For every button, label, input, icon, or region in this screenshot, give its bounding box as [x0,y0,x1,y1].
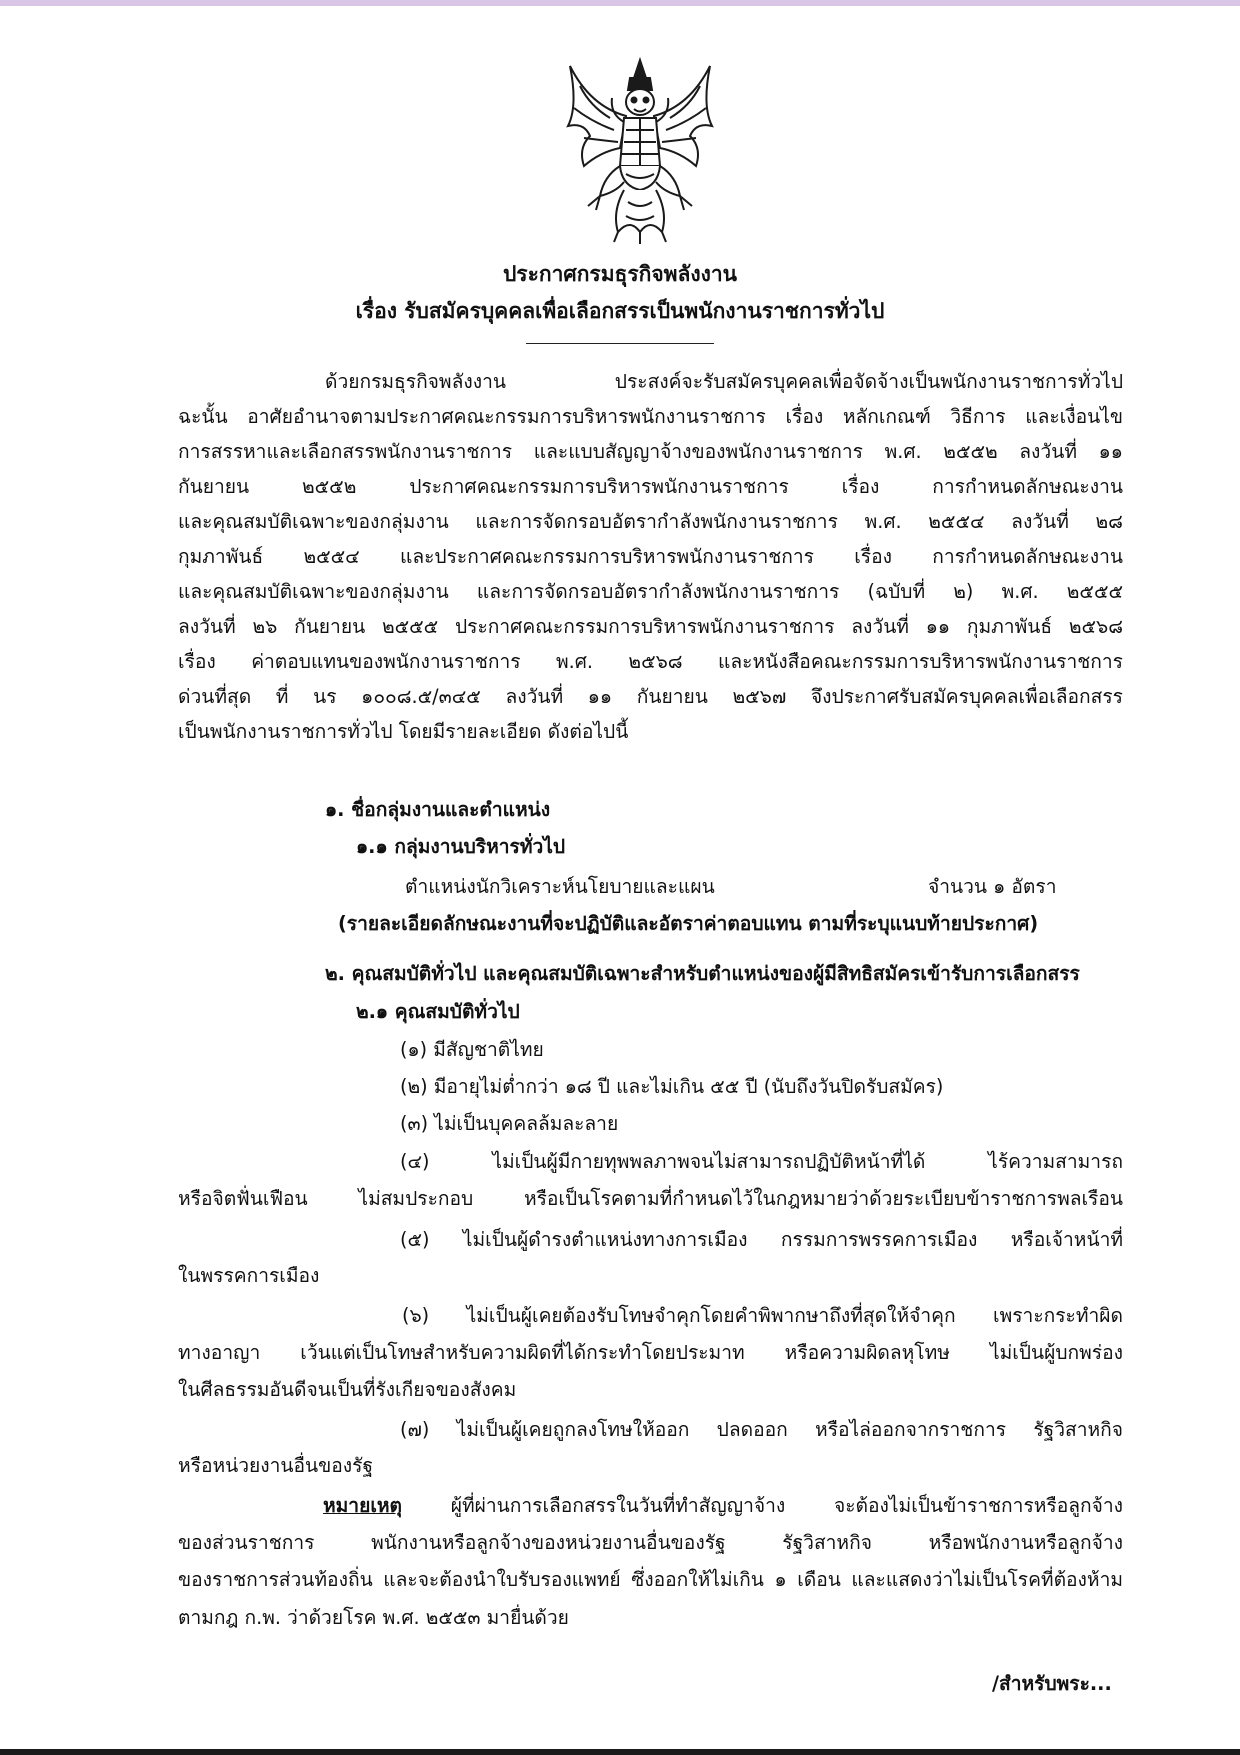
intro-line: และคุณสมบัติเฉพาะของกลุ่มงาน และการจัดกรอบอัตรากำลังพนักงานราชการ พ.ศ. ๒๕๕๔ ลงวันที่ ๒๘ [178,510,1123,533]
announcement-subject: เรื่อง รับสมัครบุคคลเพื่อเลือกสรรเป็นพนักงานราชการทั่วไป [355,299,885,323]
intro-line: การสรรหาและเลือกสรรพนักงานราชการ และแบบสัญญาจ้างของพนักงานราชการ พ.ศ. ๒๕๕๒ ลงวันที่ ๑๑ [178,440,1123,463]
qualification-item: (๒) มีอายุไม่ต่ำกว่า ๑๘ ปี และไม่เกิน ๕๕ ปี (นับถึงวันปิดรับสมัคร) [400,1075,944,1098]
qualification-item-continued: ในพรรคการเมือง [178,1264,320,1287]
qualification-item-continued: ในศีลธรรมอันดีจนเป็นที่รังเกียจของสังคม [178,1378,517,1401]
remark-line: ของส่วนราชการ พนักงานหรือลูกจ้างของหน่วยงานอื่นของรัฐ รัฐวิสาหกิจ หรือพนักงานหรือลูกจ้าง [178,1531,1123,1554]
qualification-item: (๔) ไม่เป็นผู้มีกายทุพพลภาพจนไม่สามารถปฏิบัติหน้าที่ได้ ไร้ความสามารถ [400,1150,1123,1173]
intro-line: กุมภาพันธ์ ๒๕๕๔ และประกาศคณะกรรมการบริหารพนักงานราชการ เรื่อง การกำหนดลักษณะงาน [178,545,1123,568]
position-name: ตำแหน่งนักวิเคราะห์นโยบายและแผน [405,875,715,898]
section1-note: (รายละเอียดลักษณะงานที่จะปฏิบัติและอัตราค่าตอบแทน ตามที่ระบุแนบท้ายประกาศ) [338,912,1039,935]
intro-line: ลงวันที่ ๒๖ กันยายน ๒๕๕๕ ประกาศคณะกรรมการบริหารพนักงานราชการ ลงวันที่ ๑๑ กุมภาพันธ์ ๒๕๖๘ [178,615,1123,638]
remark-line: ของราชการส่วนท้องถิ่น และจะต้องนำใบรับรองแพทย์ ซึ่งออกให้ไม่เกิน ๑ เดือน และแสดงว่าไม่เป็นโรคที่ต้องห้าม [178,1568,1123,1591]
announcement-title: ประกาศกรมธุรกิจพลังงาน [502,262,738,286]
qualification-item: (๖) ไม่เป็นผู้เคยต้องรับโทษจำคุกโดยคำพิพากษาถึงที่สุดให้จำคุก เพราะกระทำผิด [402,1304,1123,1327]
remark-line: ตามกฎ ก.พ. ว่าด้วยโรค พ.ศ. ๒๕๕๓ มายื่นด้วย [178,1606,569,1629]
qualification-item-continued: หรือจิตฟั่นเฟือน ไม่สมประกอบ หรือเป็นโรคตามที่กำหนดไว้ในกฎหมายว่าด้วยระเบียบข้าราชการพลเรือน [178,1187,1123,1210]
page-continuation: /สำหรับพระ... [992,1672,1112,1695]
section1-subheading: ๑.๑ กลุ่มงานบริหารทั่วไป [356,835,566,858]
section2-subheading: ๒.๑ คุณสมบัติทั่วไป [356,1000,520,1023]
intro-line: เรื่อง ค่าตอบแทนของพนักงานราชการ พ.ศ. ๒๕๖๘ และหนังสือคณะกรรมการบริหารพนักงานราชการ [178,650,1123,673]
title-divider [526,343,714,344]
garuda-emblem-icon [560,56,720,246]
qualification-item: (๓) ไม่เป็นบุคคลล้มละลาย [400,1112,619,1135]
remark-line [323,1492,1123,1520]
intro-line: และคุณสมบัติเฉพาะของกลุ่มงาน และการจัดกรอบอัตรากำลังพนักงานราชการ (ฉบับที่ ๒) พ.ศ. ๒๕๕๕ [178,580,1123,603]
section2-heading: ๒. คุณสมบัติทั่วไป และคุณสมบัติเฉพาะสำหรับตำแหน่งของผู้มีสิทธิสมัครเข้ารับการเลือกสรร [325,962,1080,985]
qualification-item: (๗) ไม่เป็นผู้เคยถูกลงโทษให้ออก ปลดออก หรือไล่ออกจากราชการ รัฐวิสาหกิจ [400,1418,1123,1441]
intro-line: เป็นพนักงานราชการทั่วไป โดยมีรายละเอียด ดังต่อไปนี้ [178,720,629,743]
remark-text: ผู้ที่ผ่านการเลือกสรรในวันที่ทำสัญญาจ้าง จะต้องไม่เป็นข้าราชการหรือลูกจ้าง [450,1494,1123,1517]
intro-line: ด้วยกรมธุรกิจพลังงาน ประสงค์จะรับสมัครบุคคลเพื่อจัดจ้างเป็นพนักงานราชการทั่วไป [325,370,1123,393]
page-top-edge [0,0,1240,6]
intro-line: กันยายน ๒๕๕๒ ประกาศคณะกรรมการบริหารพนักงานราชการ เรื่อง การกำหนดลักษณะงาน [178,475,1123,498]
intro-line: ด่วนที่สุด ที่ นร ๑๐๐๘.๕/๓๔๕ ลงวันที่ ๑๑ กันยายน ๒๕๖๗ จึงประกาศรับสมัครบุคคลเพื่อเลือกสรร [178,685,1123,708]
page-bottom-edge [0,1749,1240,1755]
qualification-item: (๑) มีสัญชาติไทย [400,1038,544,1061]
qualification-item: (๕) ไม่เป็นผู้ดำรงตำแหน่งทางการเมือง กรรมการพรรคการเมือง หรือเจ้าหน้าที่ [400,1228,1123,1251]
qualification-item-continued: หรือหน่วยงานอื่นของรัฐ [178,1454,374,1477]
qualification-item-continued: ทางอาญา เว้นแต่เป็นโทษสำหรับความผิดที่ได้กระทำโดยประมาท หรือความผิดลหุโทษ ไม่เป็นผู้บกพร่อง [178,1341,1123,1364]
section1-heading: ๑. ชื่อกลุ่มงานและตำแหน่ง [325,798,551,821]
position-count: จำนวน ๑ อัตรา [928,875,1057,898]
remark-label: หมายเหตุ [323,1494,402,1517]
intro-line: ฉะนั้น อาศัยอำนาจตามประกาศคณะกรรมการบริหารพนักงานราชการ เรื่อง หลักเกณฑ์ วิธีการ และเงื่อนไข [178,405,1123,428]
